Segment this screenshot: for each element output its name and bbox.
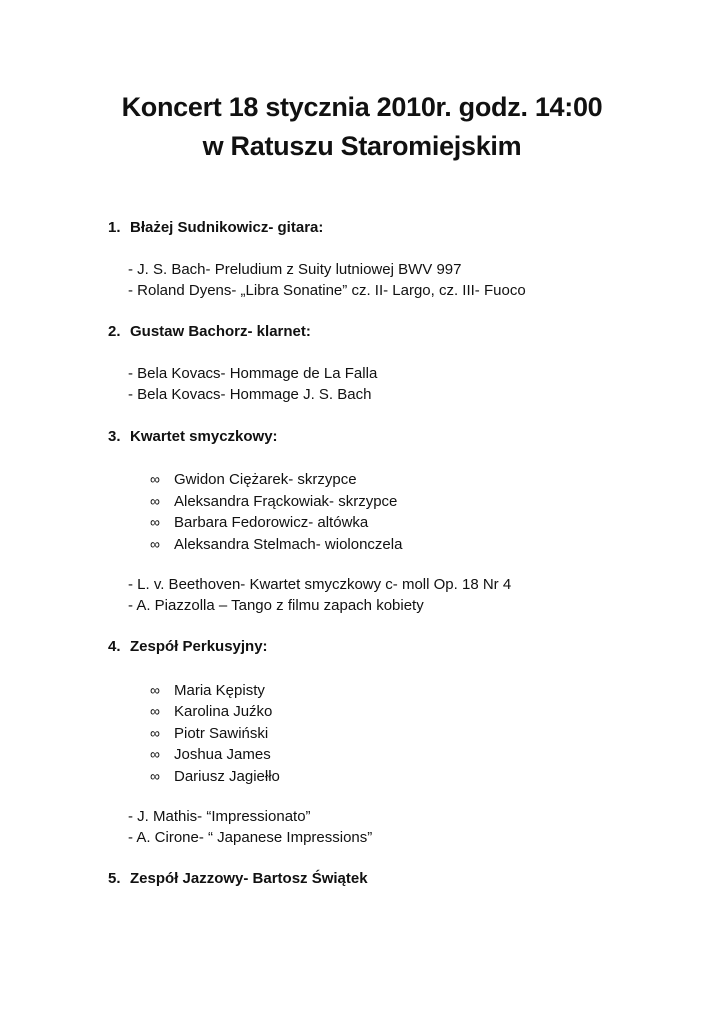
infinity-bullet-icon: ∞ (150, 536, 160, 552)
program-piece: - Bela Kovacs- Hommage J. S. Bach (128, 386, 372, 403)
member-name: Piotr Sawiński (174, 725, 269, 742)
member-name: Maria Kępisty (174, 682, 265, 699)
member-name: Barbara Fedorowicz- altówka (174, 514, 369, 531)
member-name: Gwidon Ciężarek- skrzypce (174, 471, 357, 488)
ensemble-member (150, 534, 402, 555)
section-heading-text: Zespół Jazzowy- Bartosz Świątek (130, 870, 368, 887)
member-name: Joshua James (174, 746, 271, 763)
page-title-line-1: Koncert 18 stycznia 2010r. godz. 14:00 (121, 92, 603, 122)
infinity-bullet-icon: ∞ (150, 725, 160, 741)
member-name: Dariusz Jagiełło (174, 768, 280, 785)
member-name: Aleksandra Frąckowiak- skrzypce (174, 493, 398, 510)
ensemble-member (150, 744, 271, 765)
infinity-bullet-icon: ∞ (150, 514, 160, 530)
section-number: 2. (108, 323, 121, 340)
infinity-bullet-icon: ∞ (150, 493, 160, 509)
program-piece: - A. Piazzolla – Tango z filmu zapach kobiety (128, 597, 424, 614)
member-name: Karolina Juźko (174, 703, 273, 720)
section-3-heading (108, 427, 278, 447)
section-2-heading (108, 322, 311, 342)
ensemble-member (150, 512, 368, 533)
section-4-heading (108, 637, 268, 657)
ensemble-member (150, 469, 357, 490)
section-number: 4. (108, 638, 121, 655)
program-piece: - L. v. Beethoven- Kwartet smyczkowy c- moll Op. 18 Nr 4 (128, 576, 512, 593)
ensemble-member (150, 680, 265, 701)
section-heading-text: Kwartet smyczkowy: (130, 428, 278, 445)
ensemble-member (150, 723, 268, 744)
infinity-bullet-icon: ∞ (150, 471, 160, 487)
infinity-bullet-icon: ∞ (150, 682, 160, 698)
program-piece: - Bela Kovacs- Hommage de La Falla (128, 365, 378, 382)
page-title-line-2: w Ratuszu Staromiejskim (202, 131, 522, 161)
program-piece: - Roland Dyens- „Libra Sonatine” cz. II- Largo, cz. III- Fuoco (128, 282, 526, 299)
section-1-heading (108, 218, 323, 238)
section-5-heading (108, 869, 368, 889)
program-piece: - J. Mathis- “Impressionato” (128, 808, 311, 825)
section-heading-text: Gustaw Bachorz- klarnet: (130, 323, 311, 340)
section-number: 3. (108, 428, 121, 445)
program-piece: - A. Cirone- “ Japanese Impressions” (128, 829, 373, 846)
infinity-bullet-icon: ∞ (150, 703, 160, 719)
section-number: 5. (108, 870, 121, 887)
program-piece: - J. S. Bach- Preludium z Suity lutniowej BWV 997 (128, 261, 462, 278)
member-name: Aleksandra Stelmach- wiolonczela (174, 536, 403, 553)
section-heading-text: Błażej Sudnikowicz- gitara: (130, 219, 324, 236)
section-number: 1. (108, 219, 121, 236)
ensemble-member (150, 701, 272, 722)
ensemble-member (150, 766, 280, 787)
section-heading-text: Zespół Perkusyjny: (130, 638, 268, 655)
infinity-bullet-icon: ∞ (150, 746, 160, 762)
ensemble-member (150, 491, 397, 512)
infinity-bullet-icon: ∞ (150, 768, 160, 784)
